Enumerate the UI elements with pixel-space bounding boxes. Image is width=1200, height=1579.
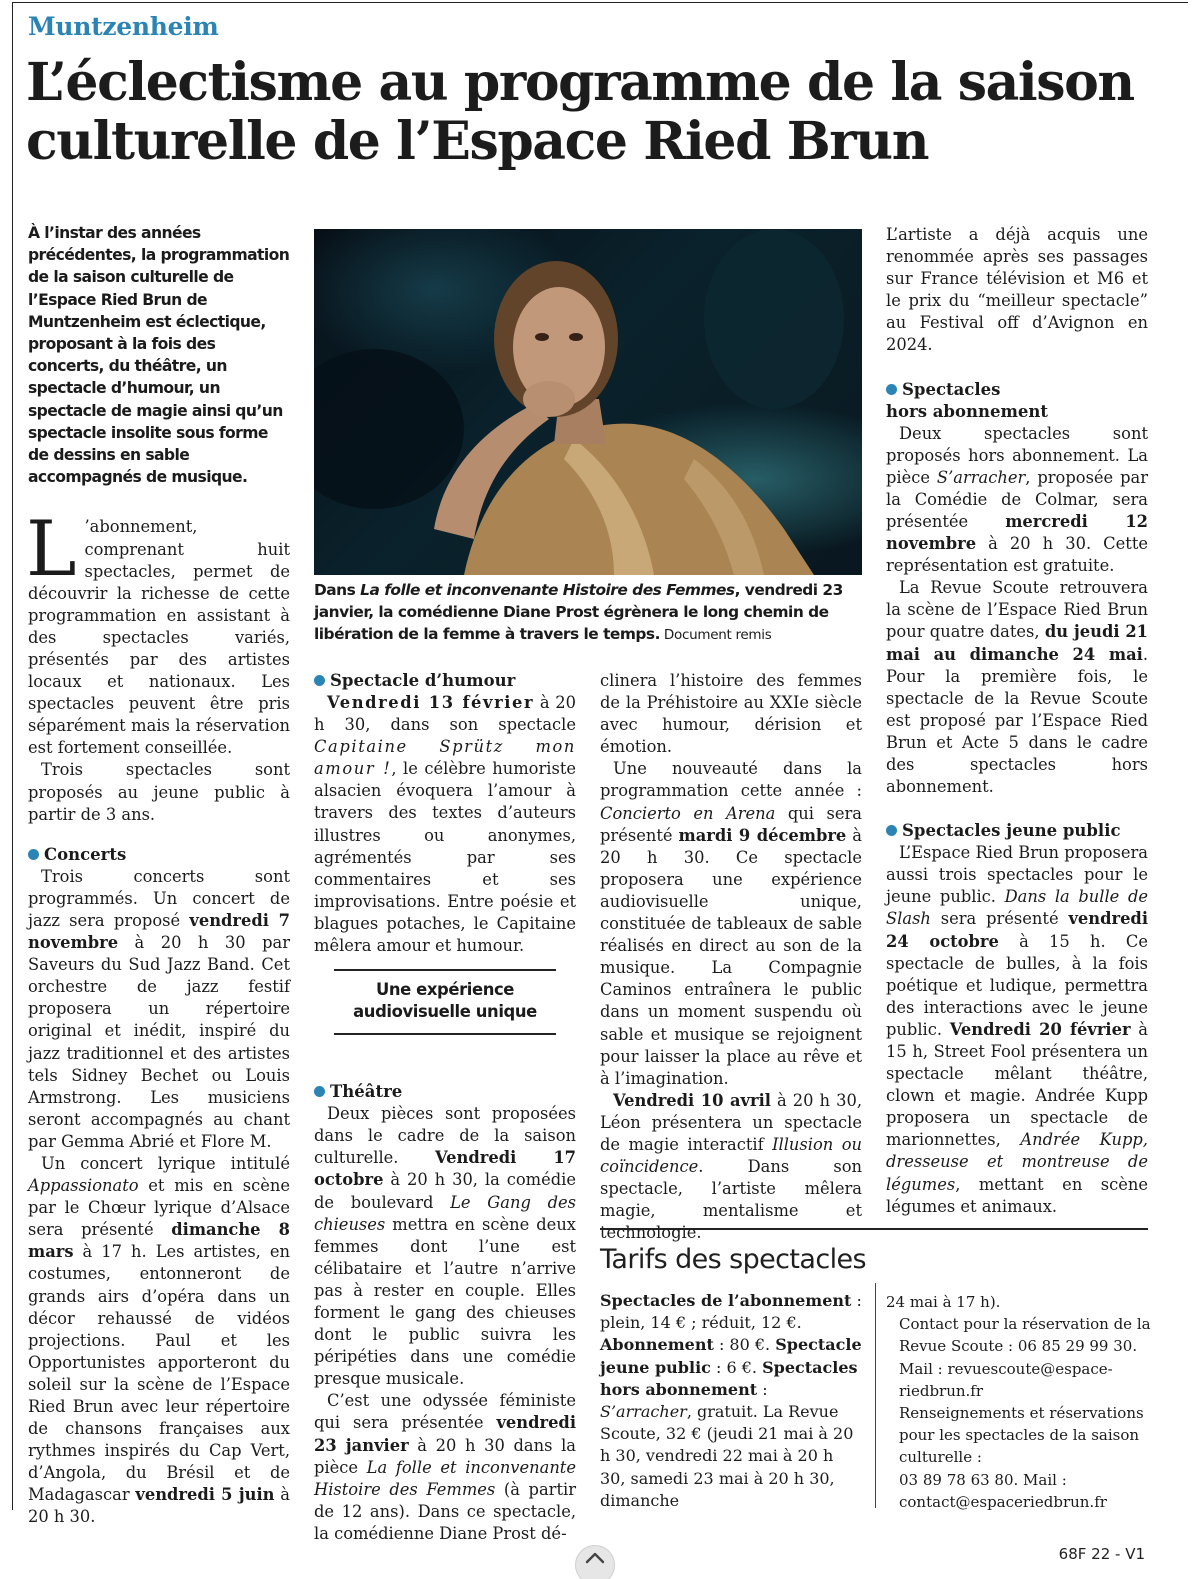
column-4 (886, 224, 1148, 1218)
tarifs-left: Spectacles de l’abonnement : plein, 14 € ; réduit, 12 €. Abonnement : 80 €. Spectacle jeune public : 6 €. Spectacles hors abonnement : S’arracher, gratuit. La Revue Scoute, 32 € (jeudi 21 mai à 20 h 30, vendredi 22 mai à 20 h 30, samedi 23 mai à 20 h 30, dimanche (600, 1291, 862, 1510)
tarifs-phone-mail: 03 89 78 63 80. Mail : contact@espaceriedbrun.fr (899, 1470, 1107, 1511)
col3-paragraph-2: Une nouveauté dans la programmation cette année : Concierto en Arena qui sera présenté mardi 9 décembre à 20 h 30. Ce spectacle proposera une expérience audiovisuelle unique, constituée de tableaux de sable réalisés en direct au son de la musique. La Compagnie Caminos entraînera le public dans un moment suspendu où sable et musique se rejoignent pour laisser la place au rêve et à l’imagination. (600, 759, 862, 1088)
tarifs-title: Tarifs des spectacles (600, 1244, 866, 1275)
column-2 (314, 670, 576, 1545)
section-heading-theatre: Théâtre (314, 1081, 576, 1103)
section-heading-concerts: Concerts (28, 844, 290, 866)
tarifs-info: Renseignements et réservations pour les spectacles de la saison culturelle : (899, 1404, 1144, 1467)
bullet-icon (314, 1086, 325, 1097)
tarifs-right-line-1: 24 mai à 17 h). (886, 1293, 1001, 1311)
theatre-paragraph-2: C’est une odyssée féministe qui sera présentée vendredi 23 janvier à 20 h 30 dans la pièce La folle et inconvenante Histoire des Femmes (à partir de 12 ans). Dans ce spectacle, la comédienne Diane Prost dé- (314, 1391, 577, 1543)
photo-credit: Document remis (659, 627, 772, 643)
tarifs-contact: Contact pour la réservation de la Revue Scoute : 06 85 29 99 30. (899, 1315, 1151, 1356)
concerts-paragraph-2: Un concert lyrique intitulé Appassionato et mis en scène par le Chœur lyrique d’Alsace sera présenté dimanche 8 mars à 17 h. Les artistes, en costumes, entonneront de grands airs d’opéra dans un décor rehaussé de vidéos projections. Paul et les Opportunistes apporteront du soleil sur la scène de l’Espace Ried Brun avec leur répertoire de chansons françaises aux rythmes inspirés du Cap Vert, d’Angola, du Brésil et de Madagascar vendredi 5 juin à 20 h 30. (28, 1153, 291, 1527)
intro-paragraph-1: L ’abonnement, comprenant huit spectacles, permet de découvrir la richesse de cette programmation en assistant à des spectacles variés, présentés par des artistes locaux et nationaux. Les spectacles peuvent être pris séparément mais la réservation est fortement conseillée. (26, 504, 290, 758)
left-divider (12, 2, 13, 1510)
bullet-icon (314, 675, 325, 686)
bullet-icon (886, 825, 897, 836)
dropcap: L (26, 504, 77, 594)
bullet-icon (886, 384, 897, 395)
pull-quote: Une expérience audiovisuelle unique (334, 969, 556, 1023)
column-1 (28, 222, 290, 1529)
hors-paragraph-2: La Revue Scoute retrouvera la scène de l’Espace Ried Brun pour quatre dates, du jeudi 21 mai au dimanche 24 mai. Pour la première fois, le spectacle de la Revue Scoute est proposé par l’Espace Ried Brun et Acte 5 dans le cadre des spectacles hors abonnement. (886, 578, 1149, 797)
hors-paragraph-1: Deux spectacles sont proposés hors abonnement. La pièce S’arracher, proposée par la Comédie de Colmar, sera présentée mercredi 12 novembre à 20 h 30. Cette représentation est gratuite. (886, 423, 1148, 576)
chapo: À l’instar des années précédentes, la programmation de la saison culturelle de l’Espace Ried Brun de Muntzenheim est éclectique, proposant à la fois des concerts, du théâtre, un spectacle d’humour, un spectacle de magie ainsi qu’un spectacle insolite sous forme de dessins en sable accompagnés de musique. (28, 224, 290, 487)
humour-paragraph: Vendredi 13 février à 20 h 30, dans son spectacle Capitaine Sprütz mon amour !, le célèbre humoriste alsacien évoquera l’amour à travers des textes d’auteurs illustres ou anonymes, agrémentés par ses commentaires et ses improvisations. Entre poésie et blagues potaches, le Capitaine mêlera amour et humour. (314, 693, 577, 956)
headline: L’éclectisme au programme de la saison culturelle de l’Espace Ried Brun (26, 52, 1134, 172)
chevron-up-icon (585, 1552, 605, 1564)
tarifs-right (886, 1291, 1156, 1513)
jeune-paragraph: L’Espace Ried Brun proposera aussi trois spectacles pour le jeune public. Dans la bulle de Slash sera présenté vendredi 24 octobre à 15 h. Ce spectacle de bulles, à la fois poétique et ludique, permettra des interactions avec le jeune public. Vendredi 20 février à 15 h, Street Fool présentera un spectacle mêlant théâtre, clown et magie. Andrée Kupp proposera un spectacle de marionnettes, Andrée Kupp, dresseuse et montreuse de légumes, mettant en scène légumes et animaux. (886, 843, 1149, 1216)
bullet-icon (28, 849, 39, 860)
intro (26, 504, 290, 759)
section-heading-hors-abonnement: Spectacles hors abonnement (886, 379, 1049, 421)
section-heading-humour: Spectacle d’humour (314, 670, 576, 692)
column-3 (600, 670, 862, 1244)
top-divider (12, 2, 1188, 3)
page-code: 68F 22 - V1 (1058, 1545, 1145, 1563)
photo-illustration (314, 229, 862, 575)
scroll-up-button[interactable] (575, 1545, 615, 1579)
intro-paragraph-2: Trois spectacles sont proposés au jeune public à partir de 3 ans. (28, 760, 290, 824)
photo-caption: Dans La folle et inconvenante Histoire des Femmes, vendredi 23 janvier, la comédienne Diane Prost égrènera le long chemin de libération de la femme à travers le temps. Document remis (314, 581, 843, 643)
tarifs-top-rule (600, 1228, 1148, 1230)
col4-paragraph-1: L’artiste a déjà acquis une renommée après ses passages sur France télévision et M6 et le prix du “meilleur spectacle” au Festival off d’Avignon en 2024. (886, 225, 1148, 355)
pull-quote-rule (334, 1033, 556, 1035)
tarifs-divider (875, 1283, 876, 1508)
col3-paragraph-1: clinera l’histoire des femmes de la Préhistoire au XXIe siècle avec humour, dérision et émotion. (600, 671, 862, 757)
concerts-paragraph-1: Trois concerts sont programmés. Un concert de jazz sera proposé vendredi 7 novembre à 20 h 30 par Saveurs du Sud Jazz Band. Cet orchestre de jazz festif proposera un répertoire original et inédit, inspiré du jazz traditionnel et des artistes tels Sidney Bechet ou Louis Armstrong. Les musiciens seront accompagnés au chant par Gemma Abrié et Flore M. (28, 866, 290, 1151)
col3-paragraph-3: Vendredi 10 avril à 20 h 30, Léon présentera un spectacle de magie interactif Illusion ou coïncidence. Dans son spectacle, l’artiste mêlera magie, mentalisme et technologie. (600, 1090, 862, 1243)
tarifs-mail: Mail : revuescoute@espace-riedbrun.fr (899, 1359, 1113, 1400)
section-heading-jeune-public: Spectacles jeune public (886, 820, 1148, 842)
article-photo (314, 229, 862, 575)
kicker-location: Muntzenheim (28, 12, 219, 41)
theatre-paragraph-1: Deux pièces sont proposées dans le cadre de la saison culturelle. Vendredi 17 octobre à 20 h 30, la comédie de boulevard Le Gang des chieuses mettra en scène deux femmes dont l’une est célibataire et l’autre n’arrive pas à rester en couple. Elles forment le gang des chieuses dont le public suivra les péripéties dans une comédie presque musicale. (314, 1104, 576, 1389)
